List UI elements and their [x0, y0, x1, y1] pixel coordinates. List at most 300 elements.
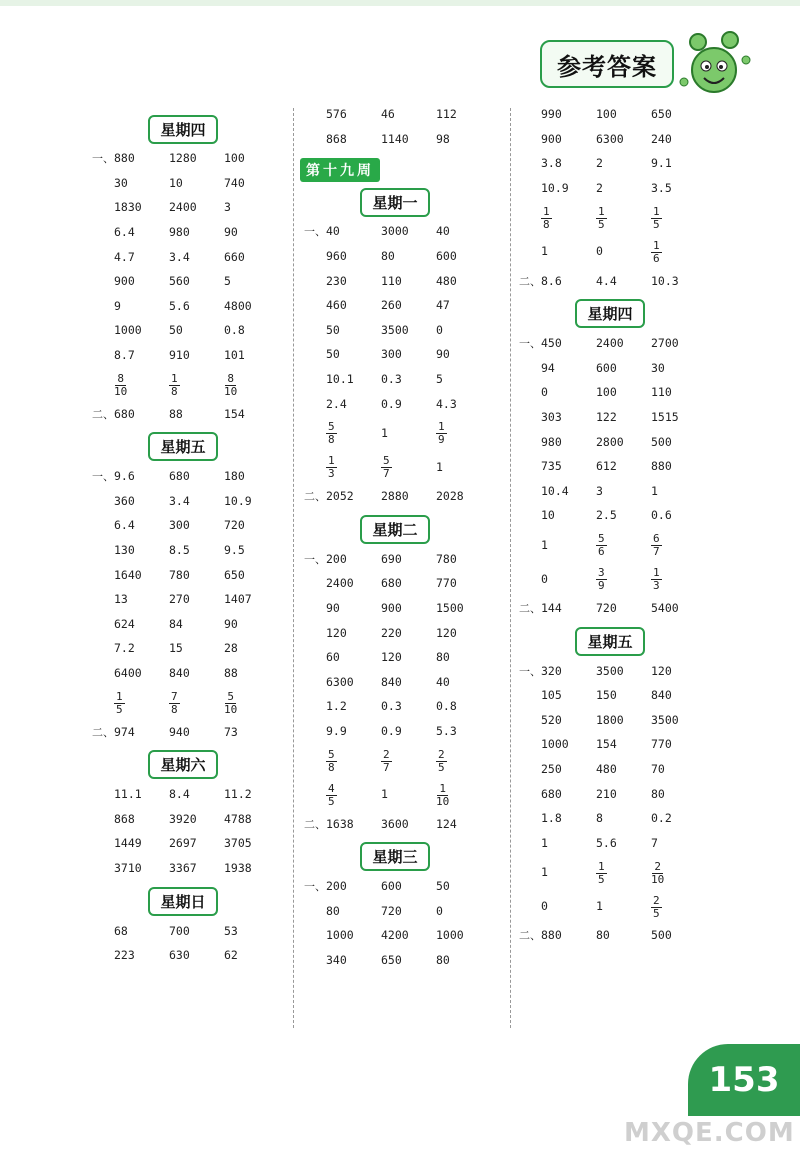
row-marker: 一、: [92, 470, 114, 484]
answer-cell: 900: [114, 274, 135, 289]
answer-cell: 53: [224, 923, 238, 938]
answer-row: [515, 806, 706, 831]
answer-row: [515, 356, 706, 381]
answer-cell: 250: [541, 761, 562, 776]
answer-cell: 1: [541, 835, 548, 850]
answer-row: [88, 294, 279, 319]
answer-cell: 11.1: [114, 787, 142, 802]
answer-cell: 0.2: [651, 811, 672, 826]
answer-cell: 840: [169, 665, 190, 680]
answer-cell: 40: [326, 224, 340, 239]
numerator: 1: [653, 566, 660, 580]
answer-cell: 8.6: [541, 273, 562, 288]
answer-row: [515, 889, 706, 923]
answer-cell: 868: [114, 811, 135, 826]
answer-column-3: [515, 102, 706, 952]
answer-cell: 2028: [436, 489, 464, 504]
denominator: 9: [598, 579, 605, 593]
row-marker: 二、: [519, 602, 541, 616]
answer-row: [300, 102, 491, 127]
answer-cell: 94: [541, 360, 555, 375]
answer-cell: 900: [541, 131, 562, 146]
answer-cell: 680: [114, 406, 135, 421]
numerator: 1: [171, 371, 178, 385]
answer-cell: 3000: [381, 224, 409, 239]
row-marker: 一、: [304, 880, 326, 894]
fraction: [436, 783, 449, 808]
answer-cell: 50: [436, 879, 450, 894]
answer-cell: [169, 689, 224, 716]
answer-cell: 200: [326, 551, 347, 566]
answer-cell: 2: [596, 181, 603, 196]
answer-cell: 2800: [596, 434, 624, 449]
answer-cell: 1449: [114, 836, 142, 851]
answer-cell: [596, 204, 651, 231]
answer-cell: [381, 453, 436, 480]
answer-cell: 520: [541, 712, 562, 727]
answer-cell: 5: [436, 372, 443, 387]
answer-row: [515, 923, 706, 948]
answer-row: [88, 943, 279, 968]
denominator: 5: [598, 217, 605, 231]
day-heading: [88, 748, 278, 782]
answer-row: [300, 948, 491, 973]
answer-cell: 28: [224, 641, 238, 656]
answer-cell: 220: [381, 625, 402, 640]
page-number: 153: [688, 1044, 800, 1116]
day-heading: [88, 112, 278, 146]
answer-cell: 3: [596, 483, 603, 498]
answer-cell: 8.7: [114, 348, 135, 363]
answer-row: [88, 220, 279, 245]
denominator: 8: [328, 433, 335, 447]
answer-cell: 98: [436, 131, 450, 146]
answer-cell: 70: [651, 761, 665, 776]
answer-row: [515, 503, 706, 528]
fraction: [326, 455, 337, 480]
answer-row: [300, 318, 491, 343]
answer-cell: 6.4: [114, 518, 135, 533]
answer-cell: 1640: [114, 567, 142, 582]
answer-cell: 600: [381, 879, 402, 894]
answer-cell: 1140: [381, 131, 409, 146]
numerator: 1: [438, 420, 445, 434]
answer-row: [300, 777, 491, 811]
answer-column-2: [300, 102, 491, 976]
page-title: 参考答案: [540, 40, 674, 88]
answer-cell: 90: [224, 616, 238, 631]
day-heading: [88, 430, 278, 464]
answer-cell: 100: [596, 385, 617, 400]
fraction: [114, 373, 127, 398]
answer-cell: 7: [651, 835, 658, 850]
answer-cell: 3367: [169, 860, 197, 875]
answer-cell: 3500: [596, 663, 624, 678]
answer-cell: 240: [651, 131, 672, 146]
answer-cell: 6300: [326, 674, 354, 689]
answer-row: [300, 743, 491, 777]
fraction: [326, 749, 337, 774]
answer-cell: 100: [224, 151, 245, 166]
answer-row: [88, 587, 279, 612]
fraction: [651, 567, 662, 592]
answer-row: [88, 171, 279, 196]
answer-cell: 480: [596, 761, 617, 776]
numerator: 2: [653, 893, 660, 907]
denominator: 8: [328, 760, 335, 774]
answer-cell: 880: [541, 928, 562, 943]
answer-cell: 101: [224, 348, 245, 363]
answer-cell: 50: [169, 323, 183, 338]
answer-cell: 2400: [326, 576, 354, 591]
numerator: 4: [328, 781, 335, 795]
answer-row: [515, 781, 706, 806]
answer-row: [515, 151, 706, 176]
answer-row: [88, 401, 279, 426]
answer-row: [515, 380, 706, 405]
answer-cell: 3500: [381, 322, 409, 337]
answer-cell: 180: [224, 469, 245, 484]
answer-cell: 0: [436, 903, 443, 918]
denominator: 5: [598, 872, 605, 886]
answer-cell: 8.4: [169, 787, 190, 802]
answer-cell: 15: [169, 641, 183, 656]
answer-cell: 2697: [169, 836, 197, 851]
answer-cell: 3500: [651, 712, 679, 727]
answer-cell: 60: [326, 650, 340, 665]
day-heading: [515, 624, 705, 658]
answer-row: [300, 719, 491, 744]
answer-cell: 600: [436, 249, 457, 264]
fraction: [326, 783, 337, 808]
answer-cell: 9: [114, 298, 121, 313]
answer-row: [300, 571, 491, 596]
denominator: 10: [114, 384, 128, 398]
numerator: 1: [653, 204, 660, 218]
answer-cell: 3920: [169, 811, 197, 826]
answer-cell: 2700: [651, 336, 679, 351]
denominator: 7: [653, 545, 660, 559]
answer-cell: 1800: [596, 712, 624, 727]
answer-cell: 10: [541, 508, 555, 523]
answer-cell: 1000: [326, 928, 354, 943]
answer-cell: 450: [541, 336, 562, 351]
answer-cell: 630: [169, 948, 190, 963]
answer-cell: [326, 419, 381, 446]
answer-cell: 0.6: [651, 508, 672, 523]
fraction: [651, 533, 662, 558]
answer-cell: 47: [436, 298, 450, 313]
answer-row: [88, 685, 279, 719]
denominator: 6: [653, 251, 660, 265]
watermark: MXQE.COM: [624, 1118, 795, 1148]
answer-row: [300, 342, 491, 367]
answer-cell: 1: [541, 244, 548, 259]
answer-cell: 0.8: [224, 323, 245, 338]
answer-cell: 1: [651, 483, 658, 498]
answer-cell: 62: [224, 948, 238, 963]
answer-cell: 3705: [224, 836, 252, 851]
answer-cell: 80: [596, 928, 610, 943]
answer-row: [515, 683, 706, 708]
answer-row: [300, 547, 491, 572]
numerator: 2: [383, 747, 390, 761]
answer-cell: 868: [326, 131, 347, 146]
numerator: 1: [598, 204, 605, 218]
answer-cell: 720: [224, 518, 245, 533]
answer-cell: 124: [436, 816, 457, 831]
answer-cell: 340: [326, 952, 347, 967]
answer-cell: 144: [541, 601, 562, 616]
answer-row: [300, 293, 491, 318]
answer-cell: 8: [596, 811, 603, 826]
fraction: [651, 895, 662, 920]
answer-cell: 612: [596, 459, 617, 474]
answer-cell: 0: [596, 244, 603, 259]
answer-cell: 4200: [381, 928, 409, 943]
answer-cell: 84: [169, 616, 183, 631]
answer-row: [300, 127, 491, 152]
answer-cell: 100: [596, 107, 617, 122]
answer-cell: 840: [651, 688, 672, 703]
answer-cell: 6400: [114, 665, 142, 680]
denominator: 8: [171, 702, 178, 716]
answer-cell: 10.1: [326, 372, 354, 387]
answer-cell: 3.5: [651, 181, 672, 196]
answer-cell: 80: [651, 786, 665, 801]
answer-cell: [326, 453, 381, 480]
answer-cell: 624: [114, 616, 135, 631]
answer-cell: 90: [224, 225, 238, 240]
answer-cell: 88: [169, 406, 183, 421]
answer-cell: 650: [224, 567, 245, 582]
answer-cell: 770: [436, 576, 457, 591]
answer-cell: 200: [326, 879, 347, 894]
top-bar: [0, 0, 800, 6]
answer-cell: 3: [224, 200, 231, 215]
answer-cell: 88: [224, 665, 238, 680]
answer-row: [88, 806, 279, 831]
answer-row: [88, 513, 279, 538]
answer-cell: 974: [114, 724, 135, 739]
answer-cell: 1407: [224, 592, 252, 607]
answer-cell: 1.2: [326, 699, 347, 714]
answer-row: [88, 562, 279, 587]
numerator: 1: [598, 859, 605, 873]
answer-cell: 690: [381, 551, 402, 566]
answer-cell: 4800: [224, 298, 252, 313]
answer-cell: 2400: [596, 336, 624, 351]
mascot-icon: [676, 30, 752, 102]
answer-cell: [596, 859, 651, 886]
day-label: 星期三: [360, 842, 429, 871]
answer-cell: 1: [381, 787, 388, 802]
day-label: 星期五: [575, 627, 644, 656]
answer-cell: 1000: [541, 737, 569, 752]
answer-cell: 320: [541, 663, 562, 678]
fraction: [436, 421, 447, 446]
answer-cell: 2.4: [326, 396, 347, 411]
answer-cell: [651, 565, 706, 592]
day-heading: [300, 513, 490, 547]
answer-cell: 10.9: [224, 493, 252, 508]
denominator: 10: [651, 872, 665, 886]
answer-cell: 6.4: [114, 225, 135, 240]
denominator: 8: [171, 384, 178, 398]
numerator: 8: [117, 371, 124, 385]
answer-cell: 223: [114, 948, 135, 963]
answer-row: [515, 528, 706, 562]
day-heading: [515, 297, 705, 331]
numerator: 1: [328, 454, 335, 468]
answer-cell: 1830: [114, 200, 142, 215]
numerator: 7: [171, 689, 178, 703]
answer-row: [300, 874, 491, 899]
answer-cell: 230: [326, 273, 347, 288]
answer-cell: 735: [541, 459, 562, 474]
answer-cell: 480: [436, 273, 457, 288]
denominator: 10: [224, 702, 238, 716]
day-label: 星期四: [148, 115, 217, 144]
fraction: [169, 373, 180, 398]
answer-row: [88, 612, 279, 637]
answer-cell: [381, 747, 436, 774]
week-label: 第十九周: [300, 158, 380, 182]
answer-cell: 3.4: [169, 249, 190, 264]
answer-cell: 300: [169, 518, 190, 533]
numerator: 5: [328, 420, 335, 434]
answer-row: [515, 268, 706, 293]
answer-cell: 7.2: [114, 641, 135, 656]
numerator: 1: [543, 204, 550, 218]
answer-cell: 120: [651, 663, 672, 678]
answer-cell: 80: [326, 903, 340, 918]
answer-row: [88, 661, 279, 686]
answer-row: [515, 479, 706, 504]
answer-cell: 260: [381, 298, 402, 313]
day-label: 星期六: [148, 750, 217, 779]
answer-cell: 150: [596, 688, 617, 703]
answer-cell: [436, 419, 491, 446]
answer-cell: [326, 747, 381, 774]
answer-cell: 0: [541, 571, 548, 586]
answer-cell: 5.6: [596, 835, 617, 850]
row-marker: 一、: [304, 225, 326, 239]
answer-cell: 0.9: [381, 723, 402, 738]
row-marker: 二、: [92, 407, 114, 421]
fraction: [596, 861, 607, 886]
answer-cell: 1280: [169, 151, 197, 166]
answer-cell: 0.8: [436, 699, 457, 714]
answer-cell: 6300: [596, 131, 624, 146]
answer-cell: [326, 781, 381, 808]
answer-cell: 80: [436, 952, 450, 967]
fraction: [114, 691, 125, 716]
answer-cell: 600: [596, 360, 617, 375]
row-marker: 一、: [304, 552, 326, 566]
answer-cell: 960: [326, 249, 347, 264]
answer-row: [88, 367, 279, 401]
answer-row: [300, 923, 491, 948]
week-heading: [300, 155, 491, 185]
answer-cell: 0: [541, 385, 548, 400]
answer-cell: [596, 565, 651, 592]
answer-cell: 4.7: [114, 249, 135, 264]
numerator: 2: [438, 747, 445, 761]
denominator: 9: [438, 433, 445, 447]
numerator: 1: [653, 238, 660, 252]
answer-cell: 40: [436, 224, 450, 239]
answer-cell: 3710: [114, 860, 142, 875]
answer-cell: 780: [436, 551, 457, 566]
denominator: 5: [653, 906, 660, 920]
row-marker: 一、: [519, 664, 541, 678]
answer-cell: [541, 204, 596, 231]
numerator: 6: [653, 532, 660, 546]
answer-cell: 650: [651, 107, 672, 122]
answer-row: [515, 658, 706, 683]
answer-row: [300, 670, 491, 695]
answer-cell: [224, 689, 279, 716]
fraction: [169, 691, 180, 716]
answer-cell: 5.6: [169, 298, 190, 313]
day-label: 星期四: [575, 299, 644, 328]
answer-row: [515, 200, 706, 234]
column-divider: [293, 108, 294, 1028]
answer-cell: 576: [326, 107, 347, 122]
denominator: 5: [653, 217, 660, 231]
answer-cell: 46: [381, 107, 395, 122]
answer-cell: 90: [436, 347, 450, 362]
fraction: [651, 206, 662, 231]
day-label: 星期一: [360, 188, 429, 217]
answer-row: [515, 405, 706, 430]
answer-cell: 120: [381, 650, 402, 665]
answer-cell: 154: [224, 406, 245, 421]
answer-row: [300, 645, 491, 670]
answer-cell: 840: [381, 674, 402, 689]
answer-cell: 10: [169, 175, 183, 190]
answer-cell: 0: [541, 899, 548, 914]
answer-row: [300, 620, 491, 645]
answer-row: [515, 454, 706, 479]
answer-cell: 11.2: [224, 787, 252, 802]
answer-cell: [114, 371, 169, 398]
answer-cell: 73: [224, 724, 238, 739]
numerator: 1: [439, 781, 446, 795]
numerator: 2: [654, 859, 661, 873]
answer-row: [88, 318, 279, 343]
answer-cell: 30: [114, 175, 128, 190]
answer-cell: [596, 531, 651, 558]
answer-row: [515, 429, 706, 454]
answer-cell: 105: [541, 688, 562, 703]
answer-cell: 154: [596, 737, 617, 752]
answer-cell: 4.4: [596, 273, 617, 288]
answer-row: [515, 596, 706, 621]
fraction: [224, 373, 237, 398]
answer-row: [300, 694, 491, 719]
block-gap: [515, 948, 706, 952]
answer-cell: 303: [541, 410, 562, 425]
numerator: 3: [598, 566, 605, 580]
answer-row: [88, 146, 279, 171]
answer-cell: 130: [114, 543, 135, 558]
answer-cell: 122: [596, 410, 617, 425]
answer-cell: [651, 859, 706, 886]
answer-cell: 10.4: [541, 483, 569, 498]
answer-cell: 1.8: [541, 811, 562, 826]
